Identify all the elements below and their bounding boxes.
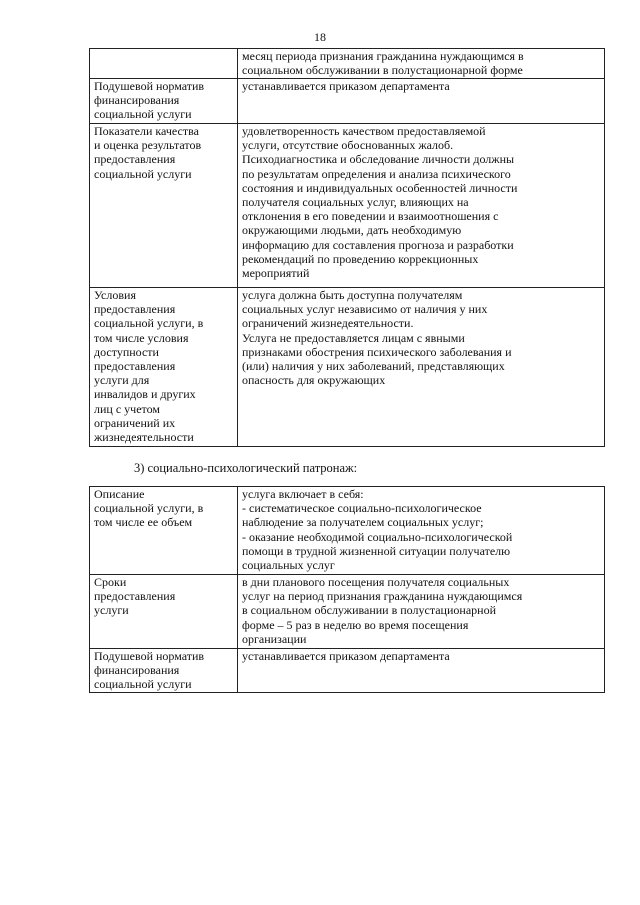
table-row <box>90 288 605 447</box>
row-value: устанавливается приказом департамента <box>238 79 605 124</box>
row-value: услуга должна быть доступна получателям социальных услуг независимо от наличия у них ограничений жизнедеятельности. Услуга не предоставляется лицам с явными признаками обострения психического заболевания и (или) наличия у них заболеваний, представляющих опасность для окружающих <box>238 288 605 447</box>
row-value: удовлетворенность качеством предоставляемой услуги, отсутствие обоснованных жалоб. Психодиагностика и обследование личности должны по результатам определения и анализа психического состояния и индивидуальных особенностей личности получателя социальных услуг, влияющих на отклонения в его поведении и взаимоотношения с окружающими людьми, дать необходимую информацию для составления прогноза и разработки рекомендаций по проведению коррекционных мероприятий <box>238 124 605 288</box>
table-row <box>90 487 605 575</box>
section-heading: 3) социально-психологический патронаж: <box>134 461 358 475</box>
row-label: Условия предоставления социальной услуги, в том числе условия доступности предоставления услуги для инвалидов и других лиц с учетом ограничений их жизнедеятельности <box>90 288 238 447</box>
table-row <box>90 49 605 79</box>
row-label: Подушевой норматив финансирования социальной услуги <box>90 79 238 124</box>
row-label: Подушевой норматив финансирования социальной услуги <box>90 649 238 693</box>
row-value: устанавливается приказом департамента <box>238 649 605 693</box>
row-value: месяц периода признания гражданина нуждающимся в социальном обслуживании в полустационарной форме <box>238 49 605 79</box>
row-label: Сроки предоставления услуги <box>90 575 238 649</box>
row-value: в дни планового посещения получателя социальных услуг на период признания гражданина нуждающимся в социальном обслуживании в полустационарной форме – 5 раз в неделю во время посещения организации <box>238 575 605 649</box>
service-table-patronage <box>89 486 605 693</box>
row-label <box>90 49 238 79</box>
page-number: 18 <box>314 30 326 44</box>
row-label: Показатели качества и оценка результатов предоставления социальной услуги <box>90 124 238 288</box>
row-value: услуга включает в себя: - систематическое социально-психологическое наблюдение за получателем социальных услуг; - оказание необходимой социально-психологической помощи в трудной жизненной ситуации получателю социальных услуг <box>238 487 605 575</box>
table-row <box>90 124 605 288</box>
service-table-continued <box>89 48 605 447</box>
table-row <box>90 79 605 124</box>
table-row <box>90 575 605 649</box>
table-row <box>90 649 605 693</box>
row-label: Описание социальной услуги, в том числе ее объем <box>90 487 238 575</box>
